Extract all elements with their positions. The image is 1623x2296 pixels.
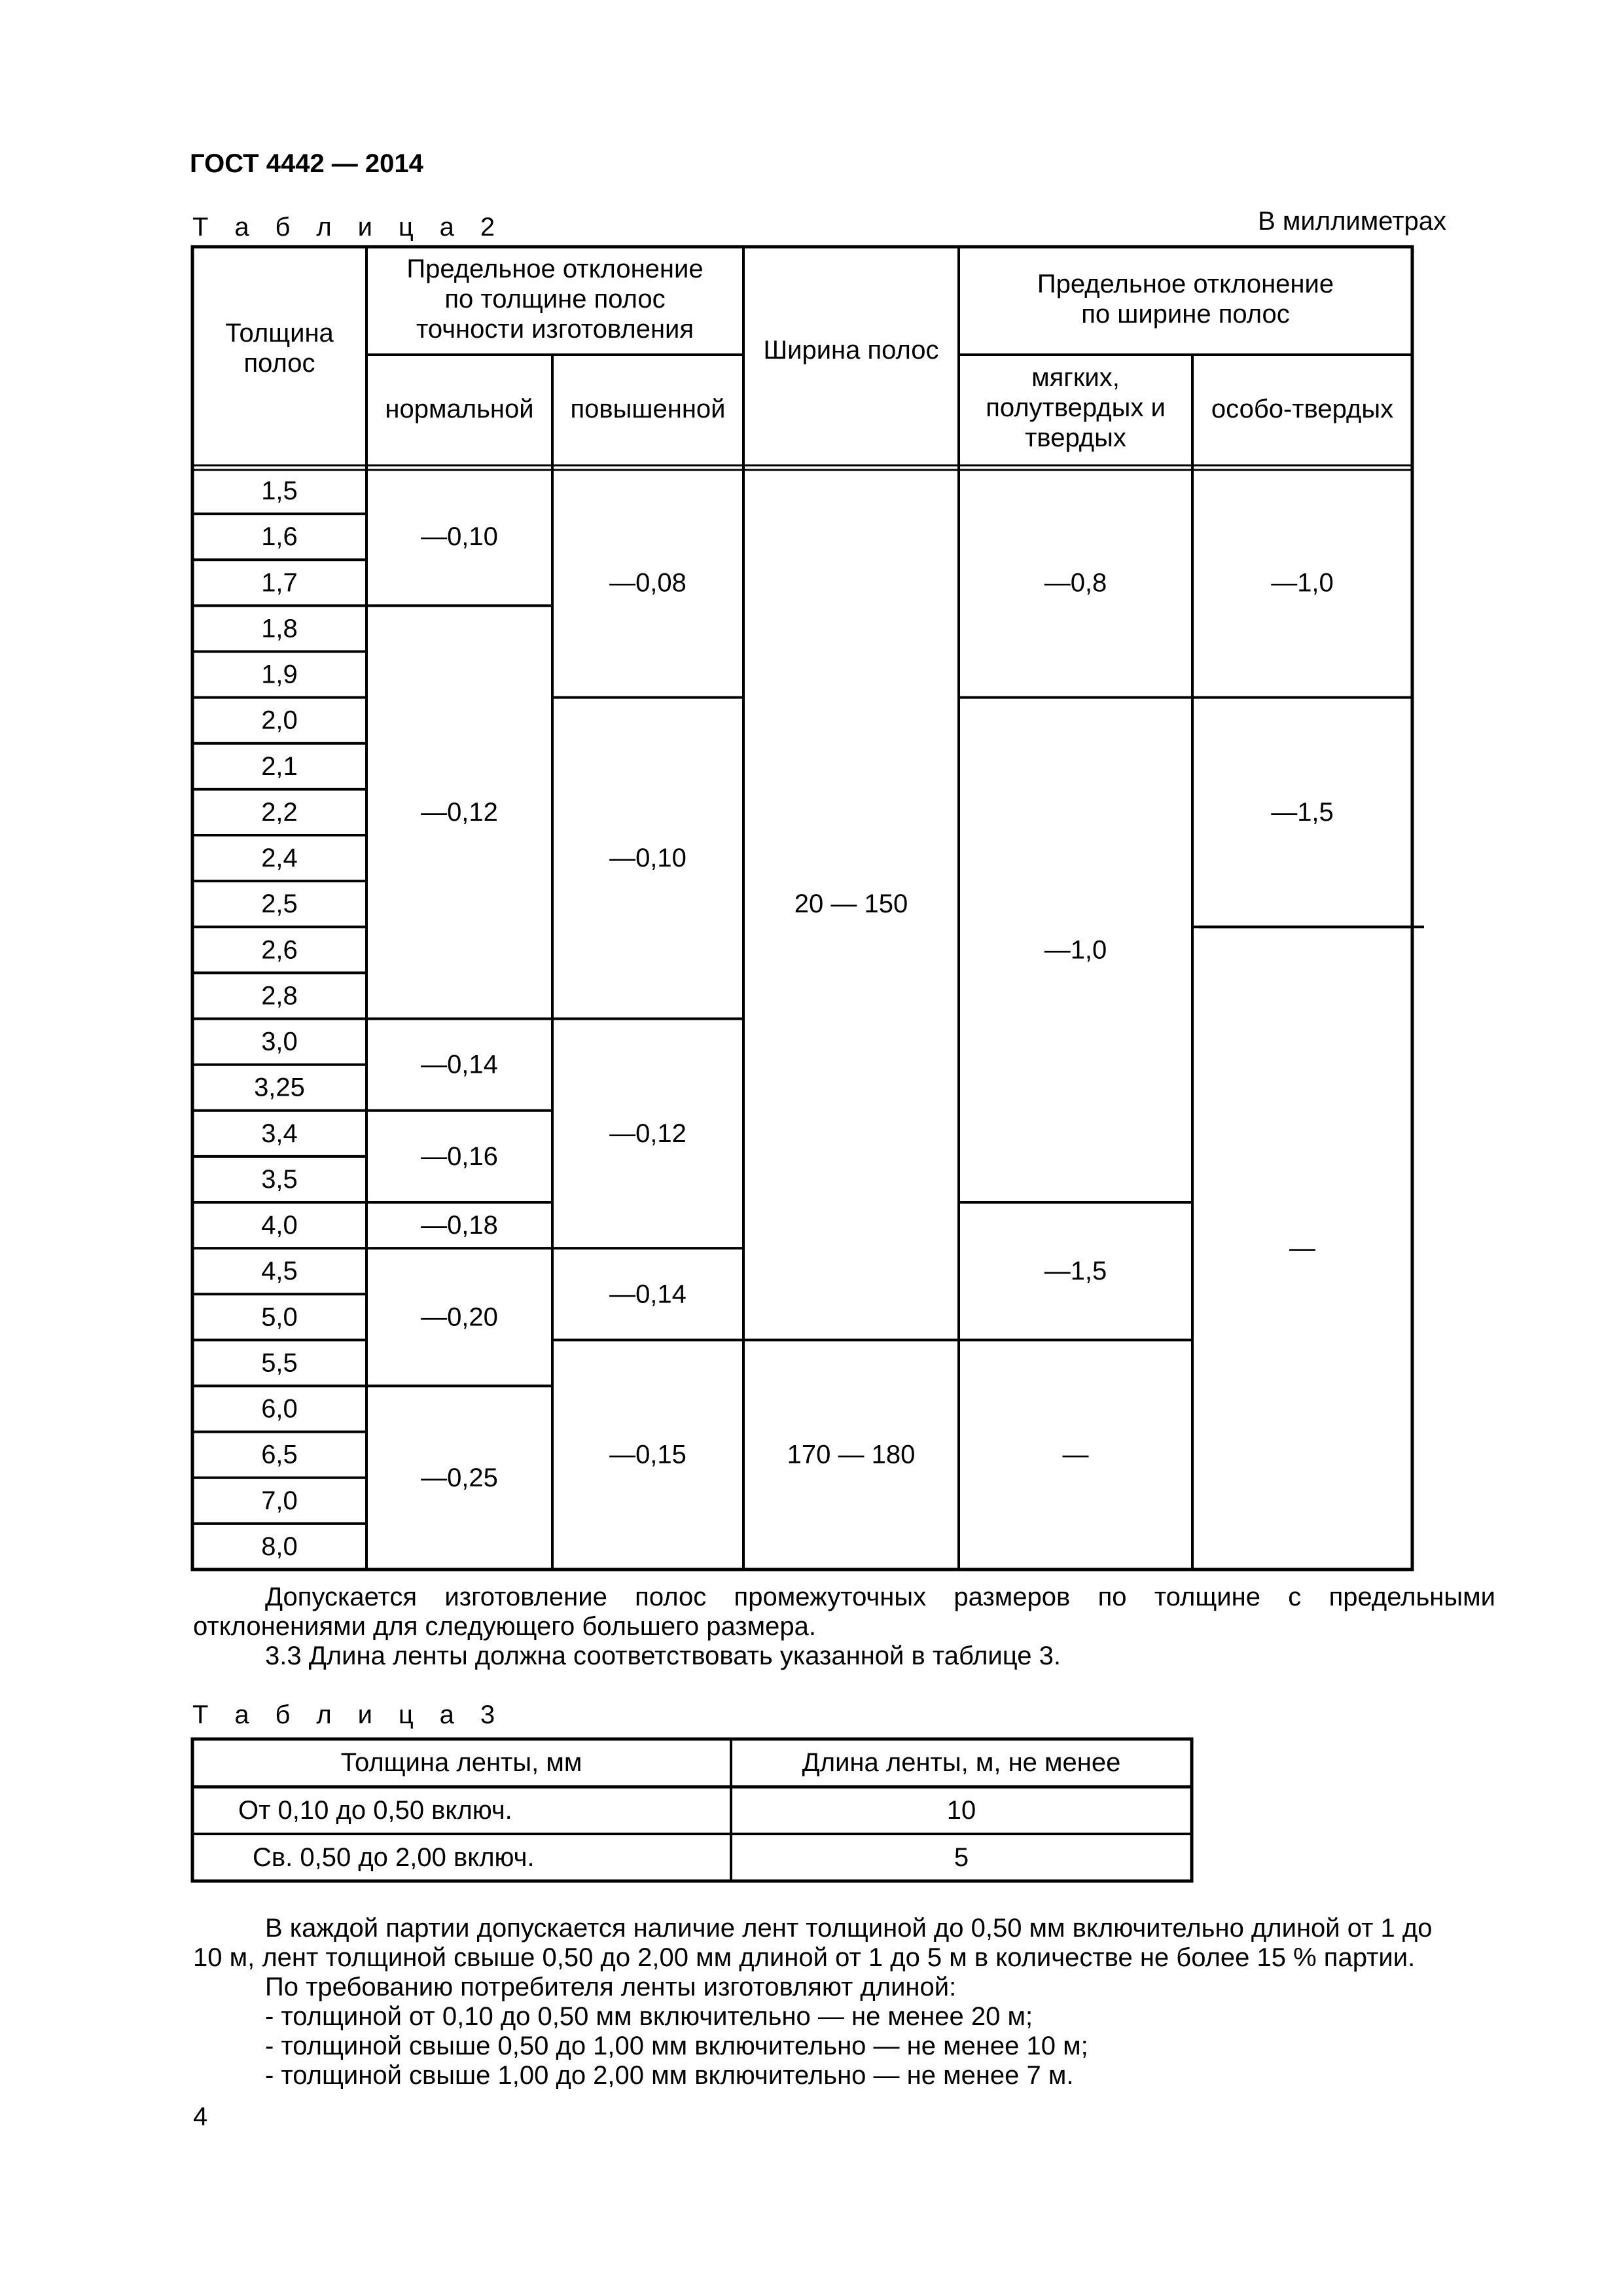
table3-cell-thickness-1: От 0,10 до 0,50 включ. xyxy=(238,1796,512,1825)
increased-deviation-cell: —0,12 xyxy=(609,1119,687,1148)
thickness-cell: 4,5 xyxy=(261,1257,298,1286)
thickness-cell: 2,2 xyxy=(261,797,298,827)
header-width: Ширина полос xyxy=(763,336,939,365)
header-normal-accuracy: нормальной xyxy=(385,395,534,423)
increased-deviation-cell: —0,08 xyxy=(609,568,687,598)
increased-deviation-cell: —0,10 xyxy=(609,844,687,873)
normal-deviation-cell: —0,18 xyxy=(421,1211,498,1240)
thickness-cell: 2,0 xyxy=(261,706,298,735)
thickness-cell: 6,5 xyxy=(261,1440,298,1469)
page-number: 4 xyxy=(193,2102,208,2131)
table3-caption: Т а б л и ц а 3 xyxy=(192,1700,505,1729)
table3-cell-length-2: 5 xyxy=(954,1843,969,1872)
normal-deviation-cell: —0,14 xyxy=(421,1050,498,1079)
header-width-deviation: по ширине полос xyxy=(1081,300,1290,329)
header-increased-accuracy: повышенной xyxy=(570,395,726,423)
header-thickness-deviation: по толщине полос xyxy=(444,285,666,314)
closing-line-3: По требованию потребителя ленты изготовляют длиной: xyxy=(265,1973,957,2001)
header-soft-hard: полутвердых и xyxy=(986,393,1166,422)
thickness-cell: 2,6 xyxy=(261,935,298,965)
increased-deviation-cell: —0,14 xyxy=(609,1280,687,1309)
header-width-deviation: Предельное отклонение xyxy=(1037,270,1334,298)
header-soft-hard: твердых xyxy=(1025,423,1126,452)
soft-width-deviation-cell: — xyxy=(1062,1440,1089,1469)
thickness-cell: 5,5 xyxy=(261,1348,298,1378)
thickness-cell: 3,5 xyxy=(261,1164,298,1194)
thickness-cell: 1,8 xyxy=(261,614,298,643)
soft-width-deviation-cell: —1,5 xyxy=(1044,1257,1107,1286)
thickness-cell: 2,5 xyxy=(261,889,298,919)
table3-cell-thickness-2: Св. 0,50 до 2,00 включ. xyxy=(253,1843,535,1872)
thickness-cell: 5,0 xyxy=(261,1302,298,1332)
header-thickness: Толщина xyxy=(225,319,334,348)
width-cell: 20 — 150 xyxy=(794,889,908,919)
table2-units: В миллиметрах xyxy=(1258,207,1446,236)
thickness-cell: 1,6 xyxy=(261,522,298,552)
header-soft-hard: мягких, xyxy=(1031,363,1120,392)
normal-deviation-cell: —0,12 xyxy=(421,797,498,827)
closing-line-2: 10 м, лент толщиной свыше 0,50 до 2,00 мм длиной от 1 до 5 м в количестве не более 15 % партии. xyxy=(193,1943,1416,1972)
normal-deviation-cell: —0,25 xyxy=(421,1463,498,1492)
thickness-cell: 2,1 xyxy=(261,751,298,781)
thickness-cell: 1,7 xyxy=(261,568,298,598)
thickness-cell: 3,25 xyxy=(254,1073,305,1102)
paragraph-intermediate-sizes: Допускается изготовление полос промежуточных размеров по толщине с предельными xyxy=(265,1583,1495,1611)
closing-line-1: В каждой партии допускается наличие лент толщиной до 0,50 мм включительно длиной от 1 до xyxy=(265,1914,1433,1943)
thickness-cell: 3,0 xyxy=(261,1027,298,1056)
header-thickness-deviation: точности изготовления xyxy=(416,315,694,344)
normal-deviation-cell: —0,20 xyxy=(421,1302,498,1332)
closing-line-6: - толщиной свыше 1,00 до 2,00 мм включительно — не менее 7 м. xyxy=(265,2061,1074,2090)
thickness-cell: 8,0 xyxy=(261,1532,298,1561)
document-header: ГОСТ 4442 — 2014 xyxy=(190,149,423,178)
thickness-cell: 7,0 xyxy=(261,1486,298,1515)
closing-line-4: - толщиной от 0,10 до 0,50 мм включительно — не менее 20 м; xyxy=(265,2002,1033,2031)
soft-width-deviation-cell: —1,0 xyxy=(1044,935,1107,965)
thickness-cell: 1,5 xyxy=(261,476,298,506)
table3-cell-length-1: 10 xyxy=(946,1796,976,1825)
header-extra-hard: особо-твердых xyxy=(1211,395,1394,423)
table3-header-thickness: Толщина ленты, мм xyxy=(340,1748,582,1777)
extra-hard-width-deviation-cell: —1,0 xyxy=(1271,568,1334,598)
extra-hard-width-deviation-cell: —1,5 xyxy=(1271,797,1334,827)
thickness-cell: 2,4 xyxy=(261,844,298,873)
normal-deviation-cell: —0,10 xyxy=(421,522,498,552)
width-cell: 170 — 180 xyxy=(787,1440,916,1469)
extra-hard-width-deviation-cell: — xyxy=(1289,1234,1315,1263)
header-thickness-deviation: Предельное отклонение xyxy=(406,255,704,283)
table3-header-length: Длина ленты, м, не менее xyxy=(802,1748,1121,1777)
thickness-cell: 3,4 xyxy=(261,1119,298,1148)
soft-width-deviation-cell: —0,8 xyxy=(1044,568,1107,598)
header-thickness: полос xyxy=(243,349,315,378)
closing-line-5: - толщиной свыше 0,50 до 1,00 мм включительно — не менее 10 м; xyxy=(265,2032,1088,2060)
increased-deviation-cell: —0,15 xyxy=(609,1440,687,1469)
paragraph-3-3: 3.3 Длина ленты должна соответствовать указанной в таблице 3. xyxy=(265,1641,1061,1670)
normal-deviation-cell: —0,16 xyxy=(421,1141,498,1171)
thickness-cell: 4,0 xyxy=(261,1211,298,1240)
thickness-cell: 6,0 xyxy=(261,1394,298,1424)
thickness-cell: 2,8 xyxy=(261,981,298,1011)
table2-caption: Т а б л и ц а 2 xyxy=(192,213,505,242)
thickness-cell: 1,9 xyxy=(261,660,298,689)
paragraph-intermediate-sizes-cont: отклонениями для следующего большего размера. xyxy=(193,1612,816,1641)
